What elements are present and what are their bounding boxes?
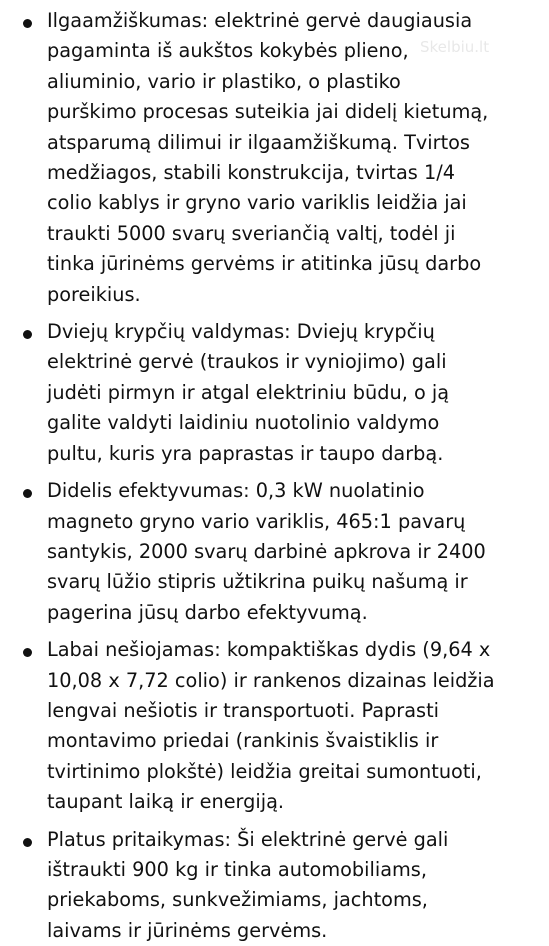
- bullet-text: Ilgaamžiškumas: elektrinė gervė daugiausia pagaminta iš aukštos kokybės plieno, aliuminio, vario ir plastiko, o plastiko purškimo procesas suteikia jai didelį kietumą, atsparumą dilimui ir ilgaamžiškumą. Tvirtos medžiagos, stabili konstrukcija, tvirtas 1/4 colio kablys ir gryno vario variklis leidžia jai traukti 5000 svarų sveriančią valtį, todėl ji tinka jūrinėms gervėms ir atitinka jūsų darbo poreikius.: [47, 9, 489, 306]
- feature-bullet-durability: [0, 6, 541, 310]
- feature-bullet-two-way-control: [0, 317, 541, 469]
- feature-bullet-applications: [0, 825, 541, 946]
- feature-bullet-list: [0, 6, 541, 946]
- bullet-dot-icon: [23, 489, 32, 498]
- bullet-dot-icon: [23, 19, 32, 28]
- bullet-text: Didelis efektyvumas: 0,3 kW nuolatinio magneto gryno vario variklis, 465:1 pavarų santykis, 2000 svarų darbinė apkrova ir 2400 svarų lūžio stipris užtikrina puikų našumą ir pagerina jūsų darbo efektyvumą.: [47, 479, 486, 624]
- bullet-text: Labai nešiojamas: kompaktiškas dydis (9,64 x 10,08 x 7,72 colio) ir rankenos dizainas leidžia lengvai nešiotis ir transportuoti. Paprasti montavimo priedai (rankinis švaistiklis ir tvirtinimo plokštė) leidžia greitai sumontuoti, taupant laiką ir energiją.: [47, 638, 495, 814]
- bullet-dot-icon: [23, 838, 32, 847]
- feature-bullet-portability: [0, 635, 541, 817]
- watermark-text: Skelbiu.lt: [420, 38, 490, 56]
- bullet-dot-icon: [23, 330, 32, 339]
- bullet-text: Dviejų krypčių valdymas: Dviejų krypčių elektrinė gervė (traukos ir vyniojimo) gali judėti pirmyn ir atgal elektriniu būdu, o ją galite valdyti laidiniu nuotolinio valdymo pultu, kuris yra paprastas ir taupo darbą.: [47, 320, 450, 465]
- bullet-text: Platus pritaikymas: Ši elektrinė gervė gali ištraukti 900 kg ir tinka automobiliams, priekaboms, sunkvežimiams, jachtoms, laivams ir jūrinėms gervėms.: [47, 827, 449, 942]
- feature-bullet-efficiency: [0, 476, 541, 628]
- bullet-dot-icon: [23, 648, 32, 657]
